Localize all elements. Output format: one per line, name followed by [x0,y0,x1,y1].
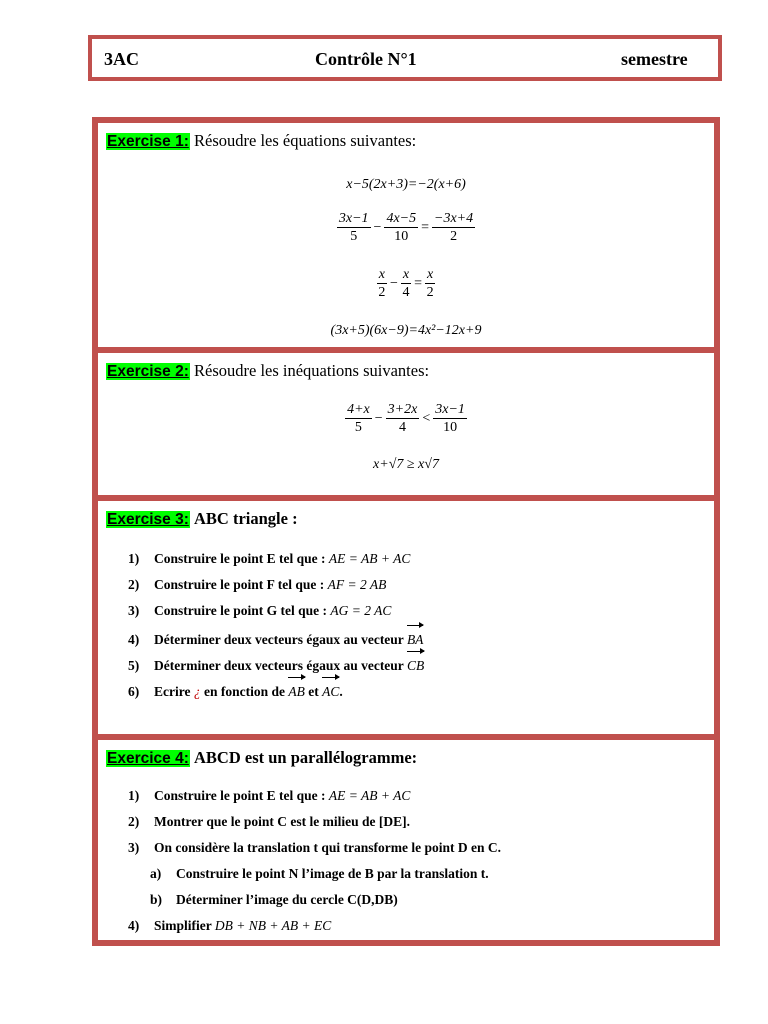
item-text: Montrer que le point C est le milieu de [DE]. [154,814,410,829]
exercise-1-desc: Résoudre les équations suivantes: [194,131,417,150]
eq2-frac3-num: −3x+4 [434,211,474,226]
item-number: 5) [128,658,140,673]
eq2-frac1-num: 3x−1 [338,211,369,226]
item-number: 6) [128,684,140,699]
vector-ba: BA [407,624,424,653]
item-text: Construire le point E tel que : [154,551,326,566]
exercise-4-title [106,748,417,768]
list-item [128,624,424,650]
item-number: 3) [128,840,140,855]
exercise-1 [92,117,720,347]
item-number: 1) [128,788,140,803]
vector-expression: DB + NB + AB + EC [214,918,332,933]
exercise-2 [92,347,720,495]
item-number: 4) [128,918,140,933]
vector-expression: AG = 2 AC [330,603,392,618]
item-text: Construire le point N l’image de B par la translation t. [176,866,489,881]
list-item [128,835,501,861]
item-text: . [339,684,343,699]
eq3-frac2-den: 4 [402,285,410,300]
item-text: Ecrire [154,684,191,699]
equation-4: (3x+5)(6x−9)=4x²−12x+9 [330,323,482,338]
vector-expression: AE = AB + AC [328,788,411,803]
exercise-3-title [106,509,298,529]
exercise-1-title [106,131,416,151]
eq3-frac1-den: 2 [378,285,386,300]
eq3-frac1-num: x [378,267,385,282]
item-text: et [308,684,319,699]
ineq1-frac2-num: 3+2x [387,402,418,417]
list-item [128,913,501,939]
equation-1: x−5(2x+3)=−2(x+6) [346,177,466,192]
list-item [128,676,424,702]
class-label: 3AC [104,49,139,69]
eq3-frac3-den: 2 [426,285,434,300]
vector-cb: CB [407,650,424,679]
exam-header [88,35,722,81]
semester-label: semestre [621,49,688,69]
exercise-4-list [128,783,501,939]
item-number: 4) [128,632,140,647]
exercise-3-list [128,546,424,702]
item-number: 2) [128,814,140,829]
eq2-frac3-den: 2 [450,229,458,244]
item-text: Simplifier [154,918,212,933]
eq3-frac3-num: x [427,267,434,282]
item-text: en fonction de [203,684,285,699]
ineq1-frac3-num: 3x−1 [435,402,465,417]
ineq1-frac3-den: 10 [443,420,458,435]
exercise-2-tag: Exercise 2: [107,363,189,380]
list-item [128,887,501,913]
item-number: a) [150,866,162,881]
exam-title: Contrôle N°1 [315,49,417,69]
exercise-3-tag: Exercise 3: [107,511,189,528]
inequation-1: $\frac{4+x}{5}$ − $\frac{3+2x}{4}$ < $\frac{3x-1}{10}$ [347,402,465,435]
item-text: Construire le point G tel que : [154,603,327,618]
ineq1-frac1-den: 5 [354,420,362,435]
item-number: 3) [128,603,140,618]
exercise-4-desc: ABCD est un parallélogramme: [194,748,418,767]
exercise-2-title [106,361,429,381]
item-text: Construire le point E tel que : [154,788,326,803]
list-item [128,546,424,572]
ineq1-frac1-num: 4+x [347,402,370,417]
list-item [128,650,424,676]
item-number: 2) [128,577,140,592]
inequation-2: x+√7 ≥ x√7 [373,457,439,472]
eq3-frac2-num: x [402,267,410,282]
unknown-symbol: ¿ [193,684,201,699]
item-text: Déterminer deux vecteurs égaux au vecteur [154,632,404,647]
item-text: Déterminer l’image du cercle C(D,DB) [176,892,398,907]
item-number: b) [150,892,163,907]
item-number: 1) [128,551,140,566]
equation-2: $\frac{3x-1}{5}$ − $\frac{4x-5}{10}$ = $\frac{-3x+4}{2}$ [338,211,474,244]
exercise-2-desc: Résoudre les inéquations suivantes: [194,361,430,380]
vector-ac: AC [322,676,339,705]
equation-3: $\frac{x}{2}$ − $\frac{x}{4}$ = $\frac{x}{2}$ [378,267,434,300]
exercise-3-desc: ABC triangle : [194,509,298,528]
list-item [128,598,424,624]
eq2-frac2-num: 4x−5 [386,211,417,226]
exercise-4-tag: Exercice 4: [107,750,189,767]
vector-ab: AB [288,676,305,705]
list-item [128,572,424,598]
exercise-4 [92,734,720,946]
ineq1-frac2-den: 4 [398,420,406,435]
vector-expression: AF = 2 AB [327,577,387,592]
list-item [128,783,501,809]
list-item [128,809,501,835]
eq2-frac1-den: 5 [350,229,358,244]
item-text: Construire le point F tel que : [154,577,325,592]
item-text: Déterminer deux vecteurs égaux au vecteur [154,658,404,673]
list-item [128,861,501,887]
eq2-frac2-den: 10 [394,229,409,244]
vector-expression: AE = AB + AC [328,551,411,566]
item-text: On considère la translation t qui transforme le point D en C. [154,840,501,855]
exercise-3 [92,495,720,734]
exercise-1-tag: Exercise 1: [107,133,189,150]
